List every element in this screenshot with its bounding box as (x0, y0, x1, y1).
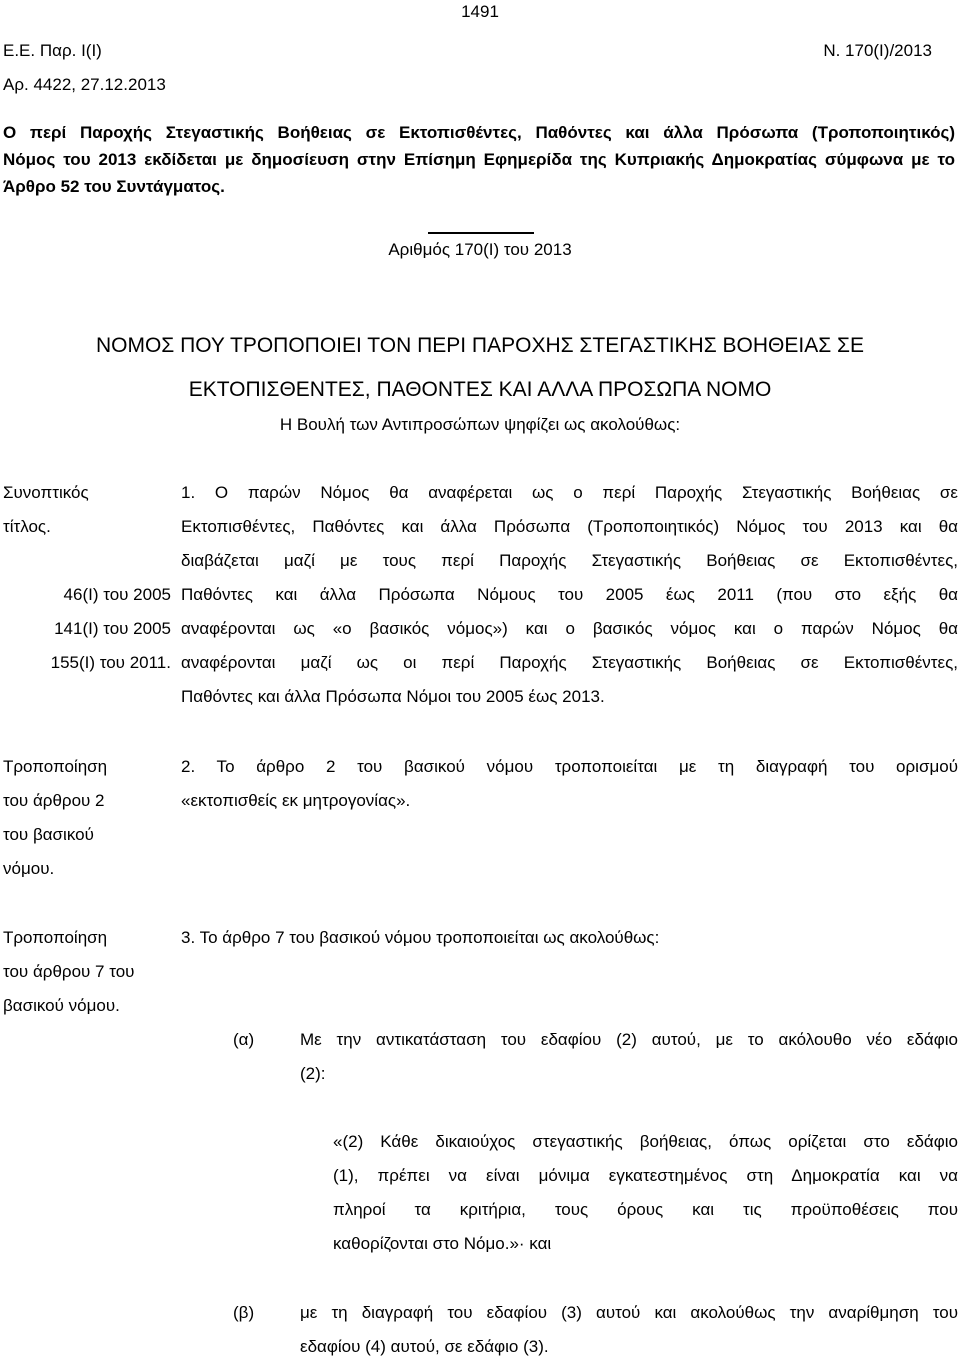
page-number: 1491 (461, 2, 499, 21)
margin-spacer (3, 544, 171, 578)
paragraph-label: (α) (233, 1030, 255, 1049)
section-3-margin-note (3, 921, 171, 1023)
section-text-line: Παθόντες και άλλα Πρόσωπα Νόμοι του 2005 έως 2013. (181, 687, 605, 706)
law-reference: Ν. 170(Ι)/2013 (823, 41, 932, 60)
section-2-margin-note (3, 750, 171, 886)
margin-heading: του βασικού (3, 825, 94, 844)
enacting-formula: Η Βουλή των Αντιπροσώπων ψηφίζει ως ακολούθως: (279, 415, 681, 434)
law-title (0, 324, 960, 412)
quote-line: «(2) Κάθε δικαιούχος στεγαστικής βοήθειας, όπως ορίζεται στο εδάφιο (333, 1132, 958, 1151)
section-text-line: 2. Το άρθρο 2 του βασικού νόμου τροποποιείται με τη διαγραφή του ορισμού (181, 757, 958, 776)
margin-heading: Συνοπτικός (3, 483, 89, 502)
quote-line: πληροί τα κριτήρια, τους όρους και τις προϋποθέσεις που (333, 1200, 958, 1219)
law-citation: 141(Ι) του 2005 (54, 619, 171, 638)
margin-heading: Τροποποίηση (3, 757, 108, 776)
preamble-line: Νόμος του 2013 εκδίδεται με δημοσίευση στην Επίσημη Εφημερίδα της Κυπριακής Δημοκρατίας σύμφωνα με το (3, 150, 955, 169)
section-text-line: 1. Ο παρών Νόμος θα αναφέρεται ως ο περί Παροχής Στεγαστικής Βοήθειας σε (181, 483, 958, 502)
quote-line: καθορίζονται στο Νόμο.»· και (333, 1234, 552, 1253)
gazette-reference (3, 34, 166, 102)
section-1-text (181, 476, 958, 714)
margin-heading: του άρθρου 2 (3, 791, 105, 810)
law-title-line: ΕΚΤΟΠΙΣΘΕΝΤΕΣ, ΠΑΘΟΝΤΕΣ ΚΑΙ ΑΛΛΑ ΠΡΟΣΩΠΑ ΝΟΜΟ (188, 378, 772, 401)
publication-preamble (3, 119, 955, 200)
section-text-line: διαβάζεται μαζί με τους περί Παροχής Στεγαστικής Βοήθειας σε Εκτοπισθέντες, (181, 551, 958, 570)
section-1-margin-note (3, 476, 171, 680)
law-number: Αριθμός 170(Ι) του 2013 (388, 240, 572, 259)
preamble-line: Ο περί Παροχής Στεγαστικής Βοήθειας σε Εκτοπισθέντες, Παθόντες και άλλα Πρόσωπα (Τροποποιητικός) (3, 123, 955, 142)
section-text-line: «εκτοπισθείς εκ μητρογονίας». (181, 791, 411, 810)
paragraph-text-line: (2): (300, 1064, 326, 1083)
section-text-line: Εκτοπισθέντες, Παθόντες και άλλα Πρόσωπα (Τροποποιητικός) Νόμος του 2013 και θα (181, 517, 958, 536)
paragraph-text-line: Με την αντικατάσταση του εδαφίου (2) αυτού, με το ακόλουθο νέο εδάφιο (300, 1030, 958, 1049)
law-title-line: ΝΟΜΟΣ ΠΟΥ ΤΡΟΠΟΠΟΙΕΙ ΤΟΝ ΠΕΡΙ ΠΑΡΟΧΗΣ ΣΤΕΓΑΣΤΙΚΗΣ ΒΟΗΘΕΙΑΣ ΣΕ (95, 334, 865, 357)
margin-heading: τίτλος. (3, 517, 51, 536)
paragraph-b-text (300, 1296, 958, 1364)
paragraph-text-line: με τη διαγραφή του εδαφίου (3) αυτού και ακολούθως την αναρίθμηση του (300, 1303, 958, 1322)
margin-heading: νόμου. (3, 859, 55, 878)
section-text-line: αναφέρονται ως «ο βασικός νόμος») και ο βασικός νόμος και ο παρών Νόμος θα (181, 619, 958, 638)
section-text-line: 3. Το άρθρο 7 του βασικού νόμου τροποποιείται ως ακολούθως: (181, 928, 660, 947)
gazette-issue-date: Αρ. 4422, 27.12.2013 (3, 75, 166, 94)
paragraph-a-text (300, 1023, 958, 1091)
law-citation: 155(Ι) του 2011. (50, 653, 171, 672)
paragraph-label: (β) (233, 1303, 255, 1322)
section-text-line: αναφέρονται μαζί ως οι περί Παροχής Στεγαστικής Βοήθειας σε Εκτοπισθέντες, (181, 653, 958, 672)
paragraph-text-line: εδαφίου (4) αυτού, σε εδάφιο (3). (300, 1337, 549, 1356)
margin-heading: του άρθρου 7 του (3, 962, 135, 981)
gazette-part: Ε.Ε. Παρ. Ι(Ι) (3, 41, 102, 60)
margin-heading: Τροποποίηση (3, 928, 108, 947)
section-2-text (181, 750, 958, 818)
law-citation: 46(Ι) του 2005 (63, 585, 171, 604)
preamble-line: Άρθρο 52 του Συντάγματος. (3, 177, 225, 196)
section-3-intro (181, 921, 958, 955)
margin-heading: βασικού νόμου. (3, 996, 120, 1015)
quote-line: (1), πρέπει να είναι μόνιμα εγκατεστημένος στη Δημοκρατία και να (333, 1166, 958, 1185)
quoted-subsection (333, 1125, 958, 1261)
section-text-line: Παθόντες και άλλα Πρόσωπα Νόμους του 2005 έως 2011 (που στο εξής θα (181, 585, 958, 604)
